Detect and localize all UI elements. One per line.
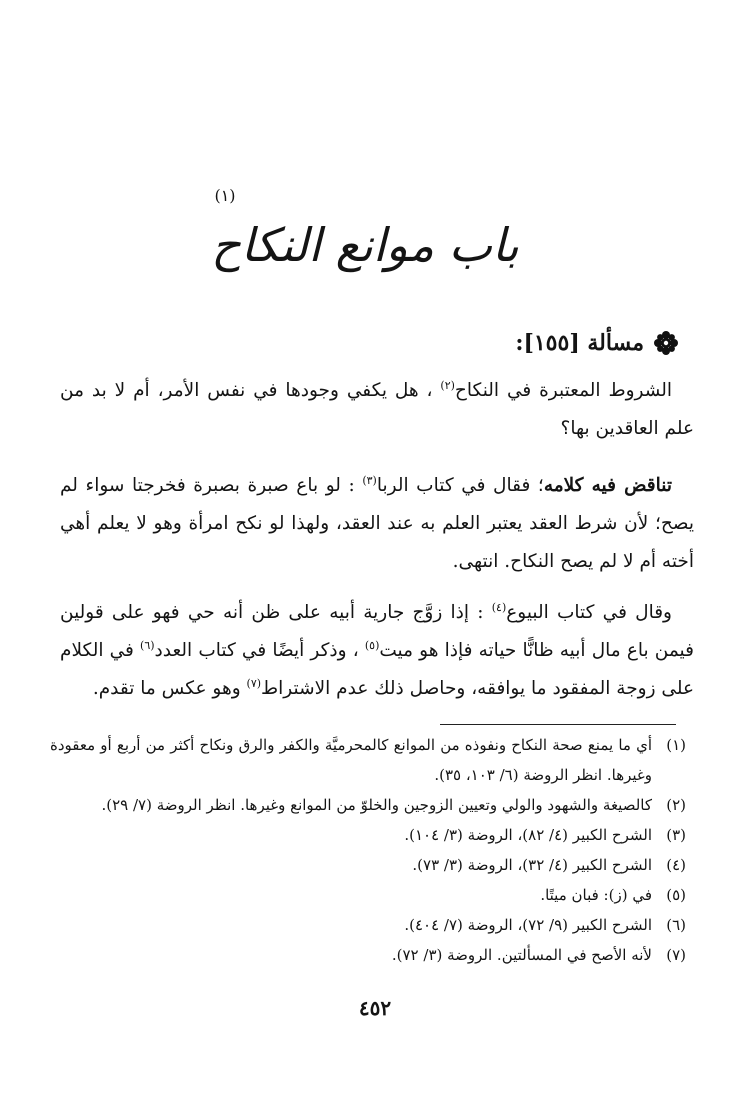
- footnote-item: [50, 730, 686, 790]
- paragraph-3-text-b: : إذا زوَّج جارية أبيه على ظن أنه حي فهو على قولين فيمن باع مال أبيه ظانًّا حياته فإذا هو ميت: [60, 602, 694, 661]
- footnote-ref-5: (٥): [364, 638, 380, 652]
- footnote-number: (٥): [666, 886, 686, 904]
- issue-heading: [515, 330, 678, 356]
- paragraph-3: [60, 594, 694, 708]
- paragraph-3-text-c: ، وذكر أيضًا في كتاب العدد: [154, 640, 365, 661]
- paragraph-1: [60, 372, 694, 448]
- paragraph-2-text-a: ؛ فقال في كتاب الربا: [376, 475, 544, 496]
- footnote-text: الشرح الكبير (٤/ ٨٢)، الروضة (٣/ ١٠٤).: [404, 826, 652, 844]
- footnote-text: الشرح الكبير (٤/ ٣٢)، الروضة (٣/ ٧٣).: [412, 856, 652, 874]
- footnote-item: [50, 940, 686, 970]
- paragraph-2-text-b: : لو باع صبرة بصبرة فخرجتا سواء لم يصح؛ لأن شرط العقد يعتبر العلم به عند العقد، ولهذا لو نكح امرأة وهو لا يعلم أهي أخته أم لا لم يصح النكاح. انتهى.: [60, 475, 694, 572]
- footnote-text: أي ما يمنع صحة النكاح ونفوذه من الموانع كالمحرميَّة والكفر والرق ونكاح أكثر من أربع أو معقودة وغيرها. انظر الروضة (٦/ ١٠٣، ٣٥).: [50, 736, 652, 784]
- footnote-number: (١): [666, 736, 686, 754]
- footnote-item: [50, 790, 686, 820]
- footnote-ref-6: (٦): [140, 638, 155, 652]
- footnote-item: [50, 910, 686, 940]
- footnote-number: (٤): [666, 856, 686, 874]
- footnote-number: (٣): [666, 826, 686, 844]
- paragraph-1-text-b: ، هل يكفي وجودها في نفس الأمر، أم لا بد من علم العاقدين بها؟: [60, 380, 694, 439]
- footnote-ref-3: (٣): [362, 473, 377, 487]
- footnote-text: كالصيغة والشهود والولي وتعيين الزوجين والخلوّ من الموانع وغيرها. انظر الروضة (٧/ ٢٩).: [101, 796, 652, 814]
- footnote-item: [50, 820, 686, 850]
- issue-label: مسألة [١٥٥]:: [515, 330, 644, 356]
- page-number: ٤٥٢: [358, 996, 392, 1020]
- footnote-text: في (ز): فبان ميتًا.: [540, 886, 652, 904]
- footnote-number: (٢): [666, 796, 686, 814]
- footnote-text: الشرح الكبير (٩/ ٧٢)، الروضة (٧/ ٤٠٤).: [404, 916, 652, 934]
- paragraph-3-text-e: وهو عكس ما تقدم.: [92, 678, 247, 699]
- footnote-ref-7: (٧): [246, 676, 262, 690]
- footnote-item: [50, 850, 686, 880]
- chapter-title: باب موانع النكاح: [211, 218, 519, 272]
- footnote-ref-2: (٢): [440, 378, 455, 392]
- paragraph-3-text-a: وقال في كتاب البيوع: [506, 602, 672, 623]
- title-footnote-marker: (١): [214, 186, 236, 205]
- footnote-number: (٦): [666, 916, 686, 934]
- footnote-text: لأنه الأصح في المسألتين. الروضة (٣/ ٧٢).: [391, 946, 652, 964]
- paragraph-3-text-d: في الكلام على زوجة المفقود ما يوافقه، وحاصل ذلك عدم الاشتراط: [60, 640, 694, 699]
- footnote-ref-4: (٤): [491, 600, 507, 614]
- paragraph-2-bold-lead: تناقض فيه كلامه: [543, 475, 672, 496]
- footnote-separator: [440, 724, 676, 725]
- footnotes: [50, 730, 686, 970]
- flower-ornament-icon: [654, 331, 678, 355]
- footnote-number: (٧): [666, 946, 686, 964]
- paragraph-1-text-a: الشروط المعتبرة في النكاح: [454, 380, 672, 401]
- paragraph-2: [60, 467, 694, 581]
- footnote-item: [50, 880, 686, 910]
